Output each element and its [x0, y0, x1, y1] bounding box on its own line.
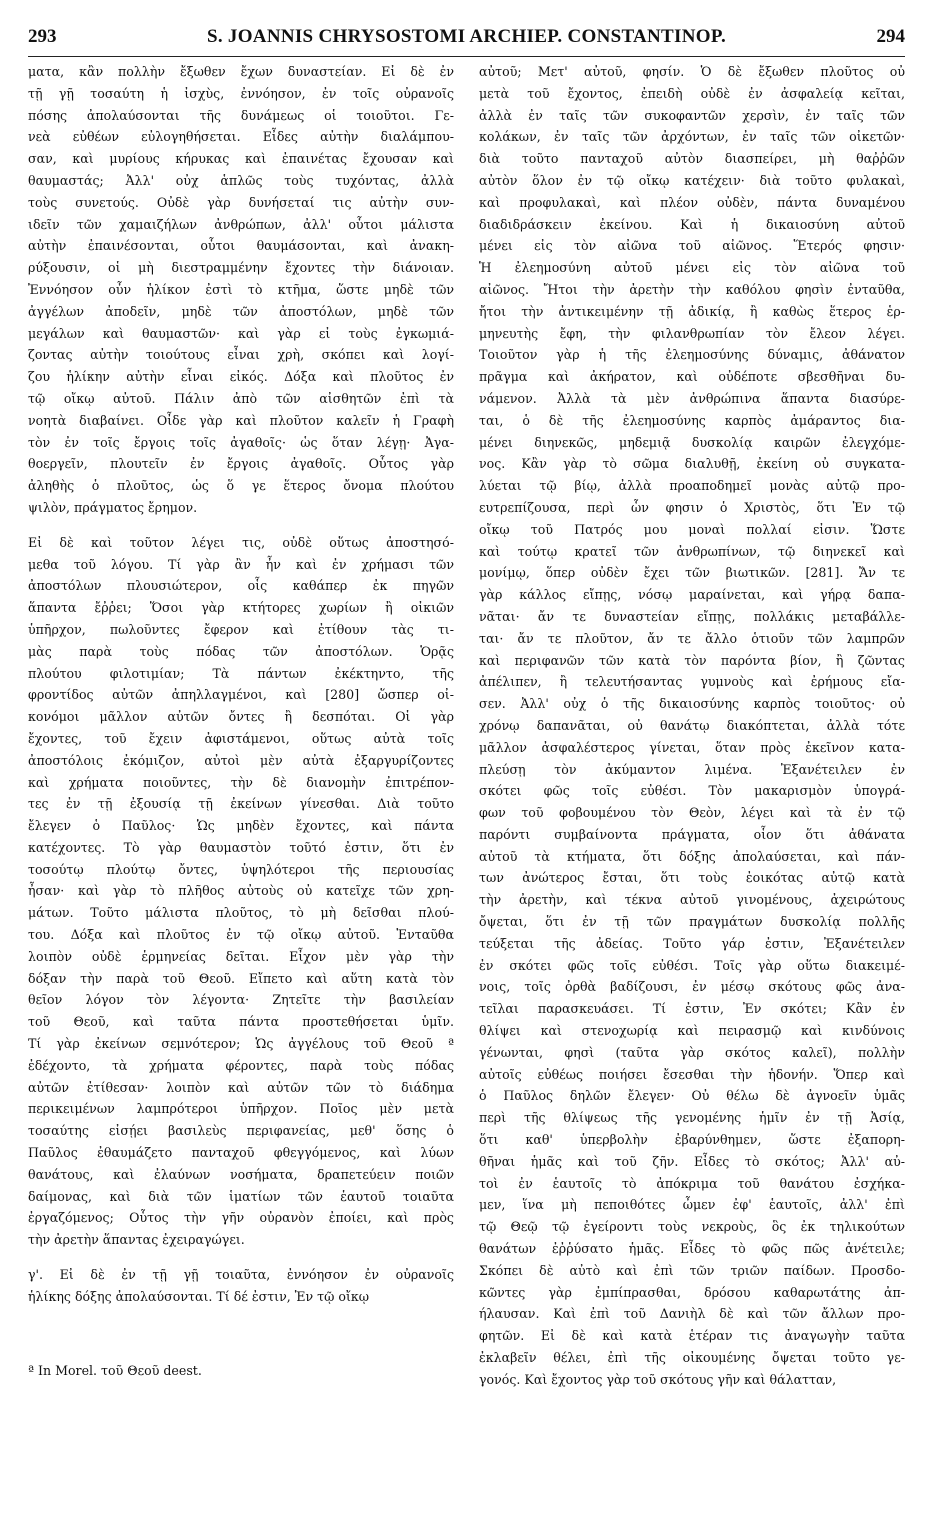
text-line: ἀλλὰ ἐν ταῖς τῶν συκοφαντῶν χερσὶν, ἐν ταῖς τῶν: [479, 107, 905, 123]
text-line: πλεύσῃ τὸν ἀκύμαντον λιμένα. Ἐξανέτειλεν ἐν: [479, 761, 905, 777]
text-line: τῇ γῇ τοσαύτη ἡ ἰσχὺς, ἐννόησον, ἐν τοῖς οὐρανοῖς: [28, 85, 454, 101]
text-line: τοῦ Θεοῦ, καὶ ταῦτα πάντα προστεθήσεται ὑμῖν.: [28, 1014, 454, 1030]
text-line: σκότει φῶς τοῖς εὐθέσι. Τὸν μακαρισμὸν ὑπογρά-: [479, 783, 905, 799]
text-line: αὐτὴν ἐπαινέσονται, οὗτοι θαυμάσονται, καὶ ἀνακη-: [28, 238, 454, 254]
text-line: ἡλίκης δόξης ἀπολαύσονται. Τί δέ ἐστιν, Ἐν τῷ οἴκῳ: [28, 1288, 370, 1304]
text-line: ἀποστόλοις ἐκόμιζον, αὐτοὶ μὲν αὐτὰ ἐξαργυρίζοντες: [28, 752, 454, 768]
text-line: μὰς παρὰ τοὺς πόδας τῶν ἀποστόλων. Ὁρᾷς: [28, 643, 454, 659]
text-line: μεν, ἵνα μὴ πεποιθότες ὦμεν ἐφ' ἑαυτοῖς, ἀλλ' ἐπὶ: [479, 1197, 905, 1213]
text-line: αὐτοῦ τὰ κτήματα, ὅτι δόξης ἀπολαύσεται, καὶ πάν-: [479, 848, 905, 864]
text-line: τὴν ἀρετὴν, καὶ τέκνα αὐτοῦ γινομένους, ἀχειρώτους: [479, 892, 905, 908]
text-line: Τοιοῦτον γὰρ ἡ τῆς ἐλεημοσύνης δύναμις, ἀθάνατον: [479, 347, 905, 363]
text-line: ζου ἡλίκην αὐτὴν εἶναι εἰκός. Δόξα καὶ πλοῦτος ἐν: [28, 369, 454, 385]
paragraph-gap: [28, 519, 454, 532]
text-line: ψιλὸν, πράγματος ἔρημον.: [28, 499, 198, 515]
text-line: νεὰ εὐθέων εὐλογηθήσεται. Εἶδες αὐτὴν διαλάμπου-: [28, 129, 454, 145]
text-line: ται, ὁ δὲ τῆς ἐλεημοσύνης καρπὸς ἀμάραντος δια-: [479, 412, 905, 428]
text-line: φητῶν. Εἰ δὲ καὶ κατὰ ἑτέραν τις ἀναγωγὴν ταῦτα: [479, 1328, 905, 1344]
running-title: S. JOANNIS CHRYSOSTOMI ARCHIEP. CONSTANTINOP.: [206, 26, 727, 47]
text-line: καὶ προφυλακαὶ, καὶ πλέον οὐδὲν, πάντα δυναμένου: [479, 194, 905, 210]
text-line: ἐδέχοντο, τὰ χρήματα φέροντες, παρὰ τοὺς πόδας: [28, 1057, 454, 1073]
text-line: λύεται τῷ βίῳ, ἀλλὰ προαποδημεῖ μονὰς αὐτῷ προ-: [479, 478, 905, 494]
right-page-number: 294: [876, 26, 905, 47]
text-line: ἐκλαβεῖν θέλει, ἐπὶ τῆς οἰκουμένης ὄψεται τοῦτο γε-: [479, 1350, 905, 1366]
text-line: ματα, κἂν πολλὴν ἔξωθεν ἔχων δυναστείαν. Εἰ δὲ ἐν: [28, 64, 454, 79]
text-line: περικειμένων λαμπρότεροι ὑπῆρχον. Ποῖος μὲν μετὰ: [28, 1101, 454, 1117]
text-line: τεύξεται τῆς ἀδείας. Τοῦτο γάρ ἐστιν, Ἐξανέτειλεν: [479, 935, 905, 951]
text-line: ἀποστόλων πλουσιώτερον, οἷς καθάπερ ἐκ πηγῶν: [28, 578, 454, 594]
text-line: θῆναι ἡμᾶς καὶ τοῦ ζῆν. Εἶδες τὸ σκότος; Ἀλλ' αὐ-: [479, 1153, 905, 1169]
text-line: τοὺς συνετούς. Οὐδὲ γὰρ δυνήσεταί τις αὐτὴν συν-: [28, 194, 454, 210]
text-line: θεῖον λόγον τὸν λέγοντα· Ζητεῖτε τὴν βασιλείαν: [28, 992, 454, 1008]
text-line: αὐτοῖς εὐθέως ποιήσει ἔσεσθαι τὴν ἡδονήν. Ὅπερ καὶ: [479, 1066, 905, 1082]
text-line: των ἀνώτερος ἔσται, ὅτι τοὺς ἐοικότας αὐτῷ κατὰ: [479, 870, 905, 886]
text-line: μηνευτὴς ἔφη, τὴν φιλανθρωπίαν τὸν ἔλεον λέγει.: [479, 325, 905, 341]
text-line: τοσούτῳ πλούτῳ ὄντες, ὑψηλότεροι τῆς περιουσίας: [28, 861, 454, 877]
text-line: τὴν ἀρετὴν ἅπαντας ἐχειραγώγει.: [28, 1232, 245, 1248]
left-page-number: 293: [28, 26, 57, 47]
text-line: ται· ἄν τε πλοῦτον, ἄν τε ἄλλο ὁτιοῦν τῶν λαμπρῶν: [479, 630, 905, 646]
text-line: ὑπῆρχον, πωλοῦντες ἔφερον καὶ ἐτίθουν τὰς τι-: [28, 621, 454, 637]
text-line: τοὶ ἐν ἑαυτοῖς τὸ ἀπόκριμα τοῦ θανάτου ἐσχήκα-: [479, 1175, 905, 1191]
text-line: ἐν σκότει φῶς τοῖς εὐθέσι. Τοῖς γὰρ οὕτω διακειμέ-: [479, 957, 905, 973]
text-line: τῷ οἴκῳ αὐτοῦ. Πάλιν ἀπὸ τῶν αἰσθητῶν ἐπὶ τὰ: [28, 390, 454, 406]
text-line: γονός. Καὶ ἔχοντος γὰρ τοῦ σκότους γῆν καὶ θάλατταν,: [479, 1371, 837, 1387]
text-line: μεθα τοῦ λόγου. Τί γὰρ ἂν ἦν καὶ ἐν χρήμασι τῶν: [28, 556, 454, 572]
text-line: ἦσαν· καὶ γὰρ τὸ πλῆθος αὐτοὺς οὐ κατεῖχε τῶν χρη-: [28, 883, 454, 899]
text-line: θλίψει καὶ στενοχωρίᾳ καὶ πειρασμῷ καὶ κινδύνοις: [479, 1023, 905, 1039]
text-line: μένει διηνεκῶς, μηδεμιᾷ δυσκολίᾳ καιρῶν ἐλεγχόμε-: [479, 434, 905, 450]
text-line: ιδεῖν τῶν χαμαιζήλων ἀνθρώπων, ἀλλ' οὗτοι μάλιστα: [28, 216, 454, 232]
running-header: [28, 26, 905, 57]
text-line: μεγάλων καὶ θαυμαστῶν· καὶ γὰρ εἰ τοὺς ἐγκωμιά-: [28, 325, 454, 341]
text-line: αὐτὸν ὅλον ἐν τῷ οἴκῳ κατέχειν· διὰ τοῦτο φυλακαὶ,: [479, 172, 905, 188]
text-line: ἔλεγεν ὁ Παῦλος· Ὡς μηδὲν ἔχοντες, καὶ πάντα: [28, 818, 454, 834]
text-line: ρύξουσιν, οἱ μὴ διεστραμμένην ἔχοντες τὴν διάνοιαν.: [28, 260, 454, 276]
text-line: τες ἐν τῇ ἐξουσίᾳ τῇ ἐκείνων γίνεσθαι. Διὰ τοῦτο: [28, 796, 454, 812]
text-line: Εἰ δὲ καὶ τοῦτον λέγει τις, οὐδὲ οὕτως ἀποστησό-: [28, 534, 454, 550]
text-line: νος. Κἂν γὰρ τὸ σῶμα διαλυθῇ, ἐκείνη οὐ συγκατα-: [479, 456, 905, 472]
text-line: θανάτους, καὶ ἐλαύνων νοσήματα, δραπετεύειν ποιῶν: [28, 1166, 454, 1182]
text-line: περὶ τῆς θλίψεως τῆς γενομένης ἡμῖν ἐν τῇ Ἀσίᾳ,: [479, 1110, 905, 1126]
text-line: Ἐννόησον οὖν ἡλίκον ἐστὶ τὸ κτῆμα, ὥστε μηδὲ τῶν: [28, 281, 454, 297]
text-line: ἀληθὴς ὁ πλοῦτος, ὡς ὅ γε ἕτερος ὄνομα πλούτου: [28, 478, 454, 494]
text-line: αὐτῶν ἐτίθεσαν· λοιπὸν καὶ αὐτῶν τῶν τὸ διάδημα: [28, 1079, 454, 1095]
text-line: πόσης ἀπολαύσονται τῆς δυνάμεως οἱ τοιοῦτοι. Γε-: [28, 107, 454, 123]
text-line: ἐργαζόμενος; Οὗτος τὴν γῆν οὐρανὸν ἐποίει, καὶ πρὸς: [28, 1210, 454, 1226]
text-line: Παῦλος ἐθαυμάζετο πανταχοῦ φθεγγόμενος, καὶ λύων: [28, 1145, 454, 1161]
text-line: δόξαν τὴν παρὰ τοῦ Θεοῦ. Εἴπετο καὶ αὕτη κατὰ τὸν: [28, 970, 454, 986]
text-line: διὰ τοῦτο πανταχοῦ αὐτὸν διασπείρει, μὴ θαῤῥῶν: [479, 151, 905, 167]
text-line: μένει εἰς τὸν αἰῶνα τοῦ αἰῶνος. Ἕτερός φησιν·: [479, 238, 905, 254]
text-line: μετὰ τοῦ ἔχοντος, ἐπειδὴ οὐδὲ ἐν ἀσφαλείᾳ κεῖται,: [479, 85, 905, 101]
text-line: φων τοῦ φοβουμένου τὸν Θεὸν, λέγει καὶ τὰ ἐν τῷ: [479, 805, 905, 821]
text-line: ευτρεπίζουσα, περὶ ὧν φησιν ὁ Χριστὸς, ὅτι Ἐν τῷ: [479, 499, 905, 515]
text-line: ἅπαντα ἔῤῥει; Ὅσοι γὰρ κτήτορες χωρίων ἢ οἰκιῶν: [28, 600, 454, 616]
text-line: θαυμαστάς; Ἀλλ' οὐχ ἁπλῶς τοὺς τυχόντας, ἀλλὰ: [28, 172, 454, 188]
text-line: δαίμονας, καὶ διὰ τῶν ἱματίων τῶν ἑαυτοῦ τοιαῦτα: [28, 1188, 454, 1204]
text-line: ζοντας αὐτὴν τοιούτους εἶναι χρὴ, σκόπει καὶ λογί-: [28, 347, 454, 363]
text-line: λοιπὸν οὐδὲ ἑρμηνείας δεῖται. Εἶχον μὲν γὰρ τὴν: [28, 948, 454, 964]
text-line: ὄψεται, ὅτι ἐν τῇ τῶν πραγμάτων δυσκολίᾳ πολλῆς: [479, 914, 905, 930]
text-line: καὶ τούτῳ κρατεῖ τῶν ἀνθρωπίνων, τῷ διηνεκεῖ καὶ: [479, 543, 905, 559]
text-line: μᾶλλον ἀσφαλέστερος γίνεται, ὅταν πρὸς ἐκεῖνον κατα-: [479, 739, 905, 755]
text-line: Τί γὰρ ἐκείνων σεμνότερον; Ὡς ἀγγέλους τοῦ Θεοῦ ª: [28, 1036, 454, 1052]
text-line: αὐτοῦ; Μετ' αὐτοῦ, φησίν. Ὁ δὲ ἔξωθεν πλοῦτος οὐ: [479, 64, 905, 79]
text-line: σεν. Ἀλλ' οὐχ ὁ τῆς δικαιοσύνης καρπὸς τοιοῦτος· οὐ: [479, 696, 905, 712]
text-line: παρόντι συμβαίνοντα πράγματα, οἷον ὅτι ἀθάνατα: [479, 826, 905, 842]
text-line: μονίμῳ, ὅπερ οὐδὲν ἔχει τῶν βιωτικῶν. [281]. Ἄν τε: [479, 565, 905, 581]
text-line: μάτων. Τοῦτο μάλιστα πλοῦτος, τὸ μὴ δεῖσθαι πλού-: [28, 905, 454, 921]
text-line: διαδιδράσκειν ἐκείνου. Καὶ ἡ δικαιοσύνη αὐτοῦ: [479, 216, 905, 232]
text-line: τῷ Θεῷ τῷ ἐγείροντι τοὺς νεκροὺς, ὃς ἐκ τηλικούτων: [479, 1219, 905, 1235]
text-line: τοσαύτης εἰσῄει βασιλεὺς περιφανείας, μεθ' ὅσης ὁ: [28, 1123, 454, 1139]
text-line: ὅτι καθ' ὑπερβολὴν ἐβαρύνθημεν, ὥστε ἐξαπορη-: [479, 1132, 905, 1148]
text-line: του. Δόξα καὶ πλοῦτος ἐν τῷ οἴκῳ αὐτοῦ. Ἐνταῦθα: [28, 927, 454, 943]
footnote: ª In Morel. τοῦ Θεοῦ deest.: [28, 1362, 202, 1378]
text-line: οἴκῳ τοῦ Πατρός μου μοναὶ πολλαί εἰσιν. Ὥστε: [479, 521, 905, 537]
text-line: ἤτοι τὴν ἀντικειμένην τῇ ἀδικίᾳ, ἢ καθὼς ἕτερος ἑρ-: [479, 303, 905, 319]
text-line: ἔχοντες, τοῦ ἔχειν ἀφιστάμενοι, οὕτως αὐτὰ τοῖς: [28, 730, 454, 746]
text-line: καὶ χρήματα ποιοῦντες, τὴν δὲ διανομὴν ἐπιτρέπον-: [28, 774, 454, 790]
text-line: πρᾶγμα καὶ ἀκήρατον, καὶ οὐδέποτε σβεσθῆναι δυ-: [479, 369, 905, 385]
text-line: θοεργεῖν, πλουτεῖν ἐν ἔργοις ἀγαθοῖς. Οὗτος γὰρ: [28, 456, 454, 472]
text-line: γ'. Εἰ δὲ ἐν τῇ γῇ τοιαῦτα, ἐννόησον ἐν οὐρανοῖς: [28, 1267, 454, 1283]
text-line: Σκόπει δὲ αὐτὸ καὶ ἐπὶ τῶν τριῶν παίδων. Προσδο-: [479, 1262, 905, 1278]
text-line: κῶντες γὰρ ἐμπίπρασθαι, δρόσου καθαρωτάτης ἀπ-: [479, 1284, 905, 1300]
text-line: τεῖλαι παρασκευάσει. Τί ἐστιν, Ἐν σκότει; Κἂν ἐν: [479, 1001, 905, 1017]
text-line: κατέχοντες. Τὸ γὰρ θαυμαστὸν τοῦτό ἐστιν, ὅτι ἐν: [28, 839, 454, 855]
text-line: κονόμοι μᾶλλον αὐτῶν ὄντες ἢ δεσπόται. Οἱ γὰρ: [28, 709, 454, 725]
text-columns: [28, 61, 905, 1521]
text-line: κολάκων, ἐν ταῖς τῶν ἀρχόντων, ἐν ταῖς τῶν οἰκετῶν·: [479, 129, 905, 145]
text-line: γὰρ κάλλος εἴπῃς, νόσῳ μαραίνεται, καὶ γήρᾳ δαπα-: [479, 587, 905, 603]
text-line: τὸν ἐν τοῖς ἔργοις τοῖς ἀγαθοῖς· ὡς ὅταν λέγῃ· Ἀγα-: [28, 434, 454, 450]
text-line: ἀγγέλων ἀποδεῖν, μηδὲ τῶν ἀποστόλων, μηδὲ τῶν: [28, 303, 454, 319]
text-line: νοητὰ διαβαίνει. Οἶδε γὰρ καὶ πλοῦτον καλεῖν ἡ Γραφὴ: [28, 412, 454, 428]
text-line: νᾶται· ἄν τε δυναστείαν εἴπῃς, πολλάκις μεταβάλλε-: [479, 608, 905, 624]
text-line: φροντίδος αὐτῶν ἀπηλλαγμένοι, καὶ [280] ὥσπερ οἰ-: [28, 687, 454, 703]
text-line: Ἡ ἐλεημοσύνη αὐτοῦ μένει εἰς τὸν αἰῶνα τοῦ: [479, 260, 905, 276]
text-line: νοις, τοῖς ὀρθὰ βαδίζουσι, ἐν μέσῳ σκότους φῶς ἀνα-: [479, 979, 905, 995]
text-line: ήλαυσαν. Καὶ ἐπὶ τοῦ Δανιὴλ δὲ καὶ τῶν ἄλλων προ-: [479, 1306, 905, 1322]
text-line: χρόνῳ δαπανᾶται, οὐ θανάτῳ διακόπτεται, ἀλλὰ τότε: [479, 717, 905, 733]
text-line: νάμενον. Ἀλλὰ τὰ μὲν ἀνθρώπινα ἅπαντα διασύρε-: [479, 390, 905, 406]
right-column: [479, 61, 905, 1521]
text-line: ἀπέλιπεν, ἢ τελευτήσαντας γυμνοὺς καὶ ἐρήμους εἴα-: [479, 674, 905, 690]
text-line: καὶ περιφανῶν τῶν κατὰ τὸν παρόντα βίον, ἢ ζῶντας: [479, 652, 905, 668]
footnote-spacer: [28, 1308, 454, 1360]
text-line: γένωνται, φησὶ (ταῦτα γὰρ σκότος καλεῖ), πολλὴν: [479, 1044, 905, 1060]
text-line: σαν, καὶ μυρίους κήρυκας καὶ ἐπαινέτας ἔχουσαν καὶ: [28, 151, 454, 167]
text-line: πλούτου φιλοτιμίαν; Τὰ πάντων ἐκέκτηντο, τῆς: [28, 665, 454, 681]
text-line: θανάτων ἐῤῥύσατο ἡμᾶς. Εἶδες τὸ φῶς πῶς ἀνέτειλε;: [479, 1241, 905, 1257]
text-line: αἰῶνος. Ἤτοι τὴν ἀρετὴν τὴν καθόλου φησὶν ἐνταῦθα,: [479, 281, 905, 297]
paragraph-gap: [28, 1251, 454, 1264]
left-column: [28, 61, 454, 1521]
text-line: ὁ Παῦλος δηλῶν ἔλεγεν· Οὐ θέλω δὲ ἀγνοεῖν ὑμᾶς: [479, 1088, 905, 1104]
